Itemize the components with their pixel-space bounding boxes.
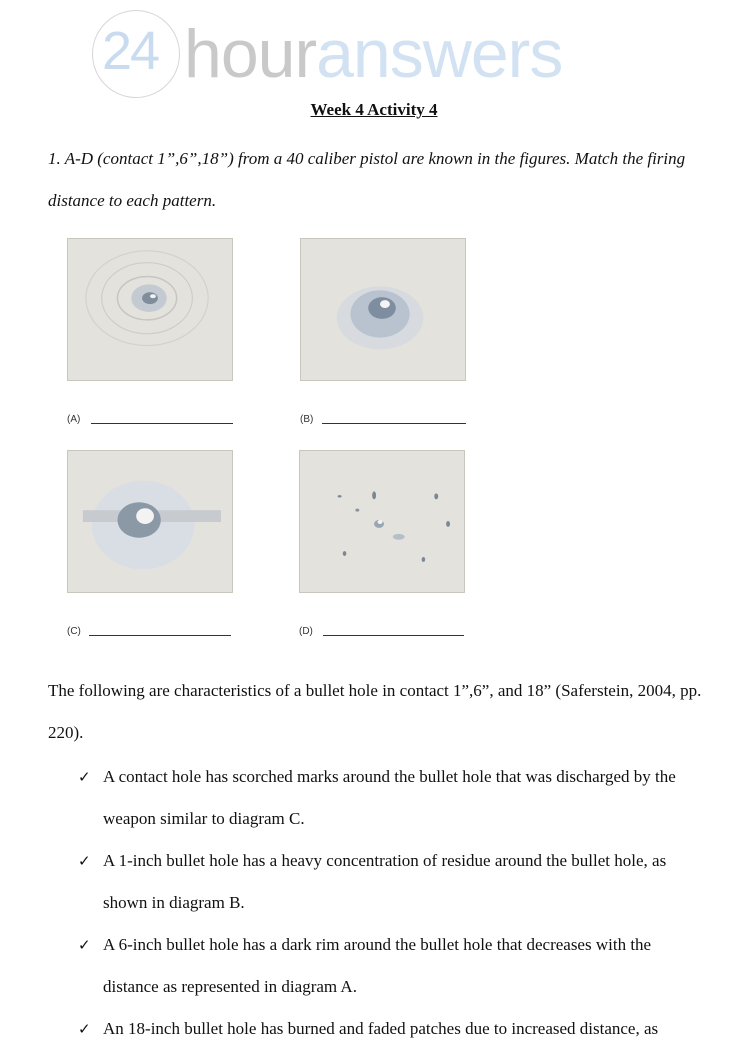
- figure-a-label: (A): [67, 414, 81, 425]
- logo-word-hour: hour: [184, 16, 317, 92]
- figure-d-answer-line: [323, 635, 464, 636]
- page-title: Week 4 Activity 4: [310, 100, 438, 119]
- logo-wordmark: [184, 14, 562, 94]
- figure-b-label: (B): [300, 414, 314, 425]
- list-item: [78, 756, 708, 840]
- list-item: [78, 1008, 708, 1050]
- figure-c-label: (C): [67, 626, 81, 637]
- list-item: [78, 924, 708, 1008]
- list-item-text: A contact hole has scorched marks around the bullet hole that was discharged by the weapon similar to diagram C.: [103, 767, 676, 828]
- question-text: 1. A-D (contact 1”,6”,18”) from a 40 caliber pistol are known in the figures. Match the firing distance to each pattern.: [48, 149, 686, 210]
- figure-a-answer-line: [91, 423, 233, 424]
- check-icon: ✓: [78, 936, 91, 954]
- figure-c-answer-line: [89, 635, 231, 636]
- figure-d-label: (D): [299, 626, 313, 637]
- list-item-text: An 18-inch bullet hole has burned and faded patches due to increased distance, as: [103, 1019, 659, 1038]
- figure-c-photo: [67, 450, 233, 593]
- list-item-text: A 1-inch bullet hole has a heavy concentration of residue around the bullet hole, as shown in diagram B.: [103, 851, 667, 912]
- check-icon: ✓: [78, 852, 91, 870]
- brand-logo: [92, 6, 652, 96]
- logo-word-answers: answers: [316, 16, 563, 92]
- list-item-text: A 6-inch bullet hole has a dark rim around the bullet hole that decreases with the distance as represented in diagram A.: [103, 935, 652, 996]
- check-icon: ✓: [78, 768, 91, 786]
- characteristics-list: [78, 756, 708, 1050]
- logo-number: 24: [102, 21, 159, 81]
- figure-a-photo: [67, 238, 233, 381]
- figure-b-photo: [300, 238, 466, 381]
- figure-d-photo: [299, 450, 465, 593]
- intro-paragraph: The following are characteristics of a bullet hole in contact 1”,6”, and 18” (Saferstein, 2004, pp. 220).: [48, 681, 702, 742]
- list-item: [78, 840, 708, 924]
- figure-b-answer-line: [322, 423, 466, 424]
- check-icon: ✓: [78, 1020, 91, 1038]
